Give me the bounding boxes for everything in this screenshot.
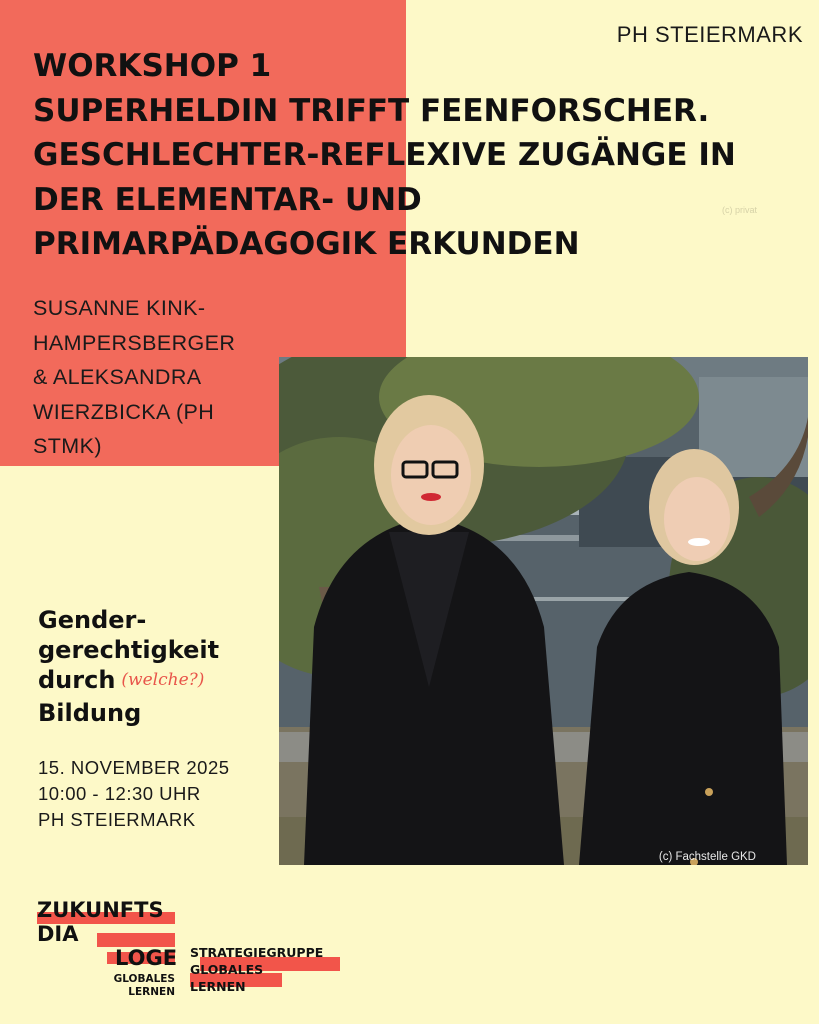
tagline-line-with-aside bbox=[38, 665, 278, 698]
speaker-line: WIERZBICKA (PH bbox=[33, 399, 215, 424]
zukunftsdialoge-logo bbox=[35, 895, 195, 1005]
logo-bar bbox=[97, 933, 175, 947]
tagline-line: gerechtigkeit bbox=[38, 636, 220, 664]
tagline-line: durch bbox=[38, 666, 116, 694]
workshop-title bbox=[33, 44, 818, 267]
strategiegruppe-logo bbox=[190, 943, 360, 1003]
event-location: PH STEIERMARK bbox=[38, 809, 196, 830]
title-line: SUPERHELDIN TRIFFT FEENFORSCHER. bbox=[33, 92, 710, 129]
organization-label: PH STEIERMARK bbox=[616, 22, 803, 47]
event-date: 15. NOVEMBER 2025 bbox=[38, 757, 230, 778]
title-line: PRIMARPÄDAGOGIK ERKUNDEN bbox=[33, 226, 580, 262]
logo-text: ZUKUNFTS bbox=[37, 898, 164, 922]
speaker-line: SUSANNE KINK- bbox=[33, 296, 206, 320]
speaker-line: STMK) bbox=[33, 434, 102, 458]
photo-credit: (c) Fachstelle GKD bbox=[658, 851, 756, 863]
title-line: DER ELEMENTAR- UND bbox=[33, 181, 422, 218]
tagline-line: Bildung bbox=[38, 699, 142, 727]
tagline-aside: (welche?) bbox=[121, 670, 205, 690]
photo-illustration bbox=[279, 357, 808, 865]
logo-text: GLOBALES bbox=[190, 962, 264, 977]
corner-photo-credit: (c) privat bbox=[722, 205, 758, 215]
speaker-line: & ALEKSANDRA bbox=[33, 365, 202, 389]
tagline-line: Gender- bbox=[38, 606, 147, 634]
logo-text: LOGE bbox=[115, 946, 178, 970]
speaker-line: HAMPERSBERGER bbox=[33, 330, 236, 355]
logo-text: DIA bbox=[37, 922, 79, 946]
logo-text: STRATEGIEGRUPPE bbox=[190, 945, 324, 960]
logo-subtext: LERNEN bbox=[128, 986, 175, 998]
title-line: WORKSHOP 1 bbox=[33, 48, 272, 84]
event-time: 10:00 - 12:30 UHR bbox=[38, 783, 201, 804]
logo-subtext: GLOBALES bbox=[113, 973, 175, 985]
logo-text: LERNEN bbox=[190, 979, 246, 994]
speakers-photo bbox=[279, 357, 808, 865]
title-line: GESCHLECHTER-REFLEXIVE ZUGÄNGE IN bbox=[33, 137, 736, 173]
tagline bbox=[38, 605, 278, 728]
event-details bbox=[38, 755, 230, 833]
